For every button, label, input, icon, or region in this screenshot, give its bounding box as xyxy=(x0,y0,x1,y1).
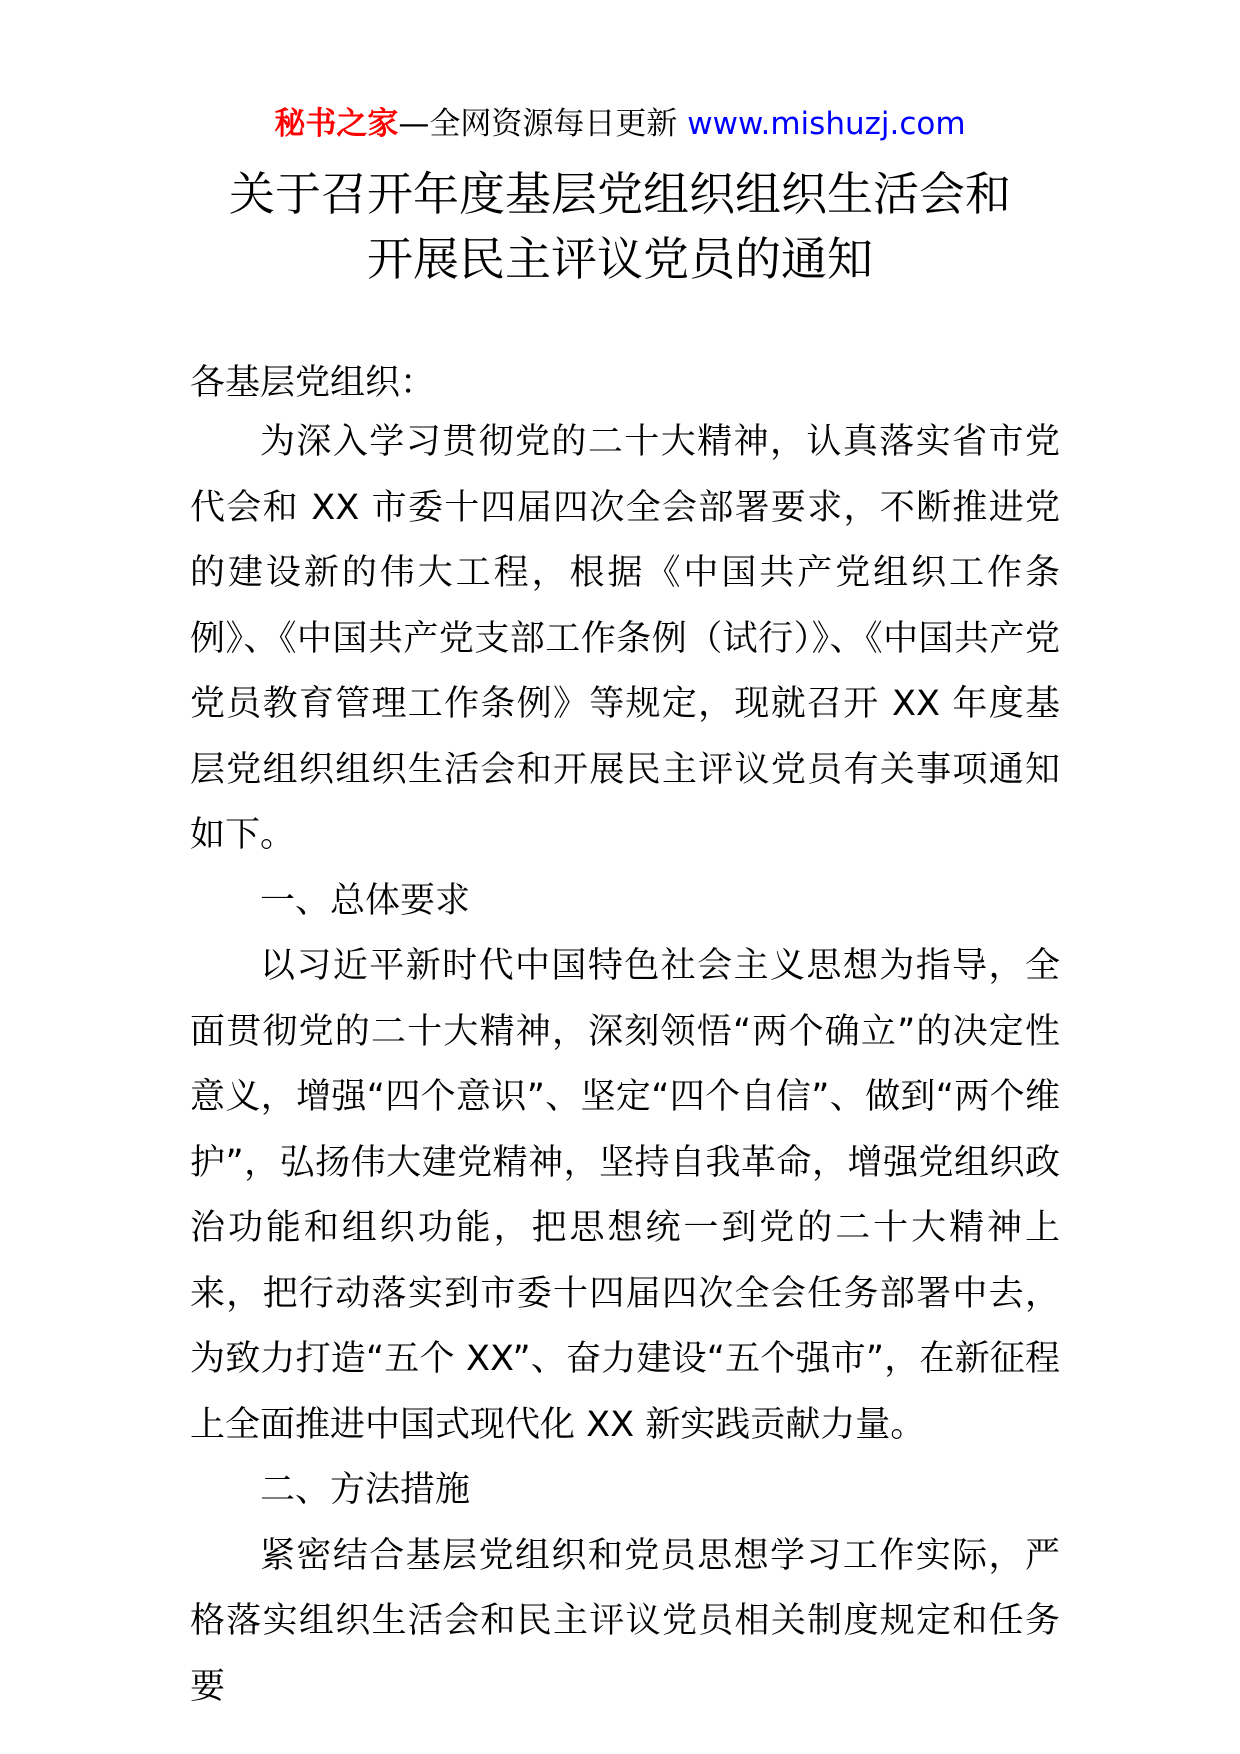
watermark-brand: 秘书之家 xyxy=(274,106,399,142)
section-heading-2: 二、方法措施 xyxy=(260,1470,471,1510)
paragraph-section-1: 以习近平新时代中国特色社会主义思想为指导，全面贯彻党的二十大精神，深刻领悟“两个确立”的决定性意义，增强“四个意识”、坚定“四个自信”、做到“两个维护”，弘扬伟大建党精神，坚持自我革命，增强党组织政治功能和组织功能，把思想统一到党的二十大精神上来，把行动落实到市委十四届四次全会任务部署中去，为致力打造“五个 XX”、奋力建设“五个强市”，在新征程上全面推进中国式现代化 XX 新实践贡献力量。 xyxy=(190,946,1060,1445)
document-title-line-1: 关于召开年度基层党组织组织生活会和 xyxy=(229,167,1011,221)
paragraph-section-2: 紧密结合基层党组织和党员思想学习工作实际，严格落实组织生活会和民主评议党员相关制度规定和任务要 xyxy=(190,1535,1060,1707)
document-title-line-2: 开展民主评议党员的通知 xyxy=(367,232,873,286)
section-heading-1: 一、总体要求 xyxy=(260,880,471,921)
salutation: 各基层党组织： xyxy=(190,363,436,403)
watermark-text: —全网资源每日更新 xyxy=(398,106,688,142)
document-body xyxy=(190,410,1060,1720)
watermark-url[interactable]: www.mishuzj.com xyxy=(687,106,966,142)
paragraph-intro: 为深入学习贯彻党的二十大精神，认真落实省市党代会和 XX 市委十四届四次全会部署要求，不断推进党的建设新的伟大工程，根据《中国共产党组织工作条例》、《中国共产党支部工作条例（试行）》、《中国共产党党员教育管理工作条例》等规定，现就召开 XX 年度基层党组织组织生活会和开展民主评议党员有关事项通知如下。 xyxy=(190,422,1060,855)
watermark-banner xyxy=(0,104,1240,144)
